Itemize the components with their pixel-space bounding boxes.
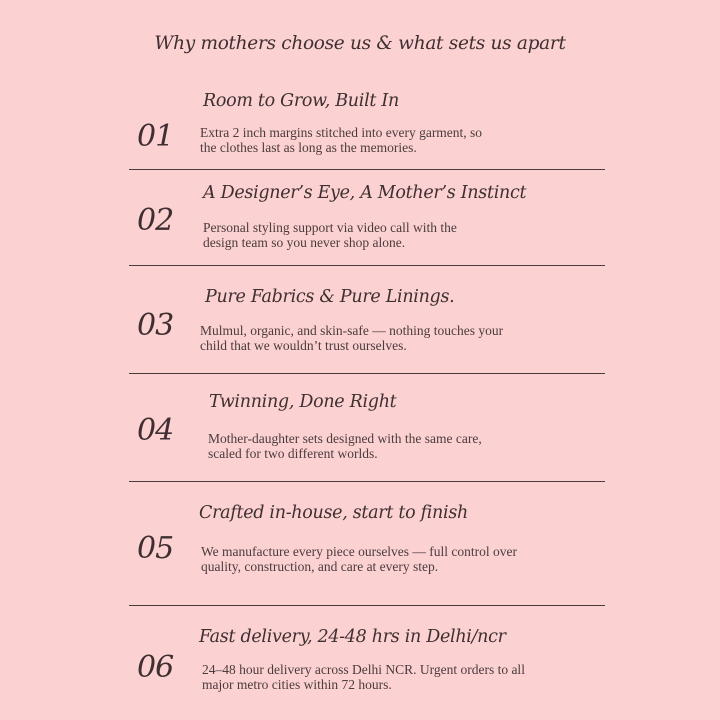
feature-heading: Fast delivery, 24-48 hrs in Delhi/ncr — [199, 627, 506, 647]
feature-number: 01 — [137, 119, 174, 154]
feature-number: 02 — [137, 203, 174, 238]
divider — [129, 373, 605, 374]
feature-description: Extra 2 inch margins stitched into every garment, so the clothes last as long as the memories. — [200, 125, 483, 155]
feature-description: Mother-daughter sets designed with the same care, scaled for two different worlds. — [208, 431, 482, 461]
feature-heading: Twinning, Done Right — [209, 392, 397, 412]
page-title: Why mothers choose us & what sets us apart — [154, 33, 566, 54]
feature-number: 05 — [137, 531, 174, 566]
feature-heading: Room to Grow, Built In — [203, 91, 399, 111]
feature-description: Personal styling support via video call with the design team so you never shop alone. — [203, 220, 457, 250]
feature-heading: Pure Fabrics & Pure Linings. — [205, 287, 455, 307]
divider — [129, 169, 605, 170]
feature-number: 04 — [137, 413, 174, 448]
feature-number: 06 — [137, 650, 174, 685]
feature-description: 24–48 hour delivery across Delhi NCR. Urgent orders to all major metro cities within 72 hours. — [202, 662, 525, 692]
feature-description: We manufacture every piece ourselves — full control over quality, construction, and care at every step. — [201, 544, 518, 574]
feature-heading: Crafted in-house, start to finish — [199, 503, 468, 523]
divider — [129, 481, 605, 482]
divider — [129, 605, 605, 606]
divider — [129, 265, 605, 266]
feature-description: Mulmul, organic, and skin-safe — nothing touches your child that we wouldn’t trust ourselves. — [200, 323, 504, 353]
feature-heading: A Designer’s Eye, A Mother’s Instinct — [203, 183, 527, 203]
feature-number: 03 — [137, 308, 174, 343]
